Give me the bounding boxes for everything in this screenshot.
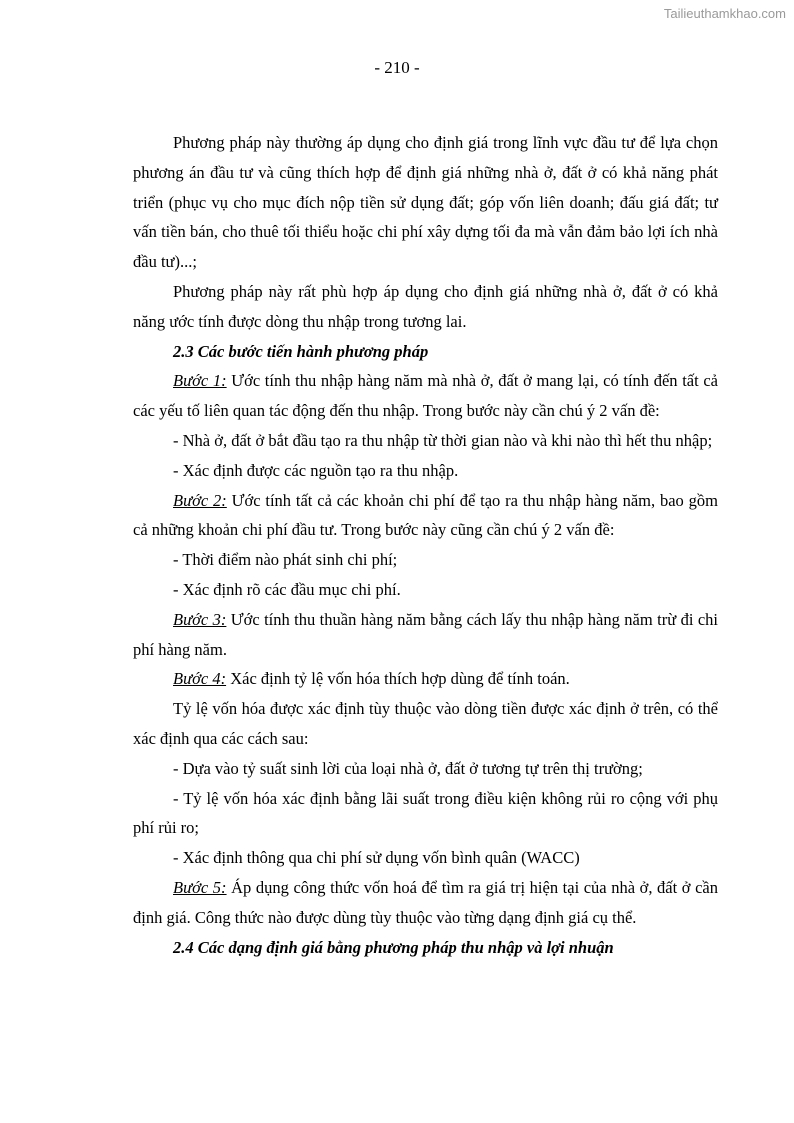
step-1-label: Bước 1: xyxy=(173,371,227,391)
document-body xyxy=(133,128,718,962)
rate-item-2: - Tỷ lệ vốn hóa xác định bằng lãi suất trong điều kiện không rủi ro cộng với phụ phí rủi ro; xyxy=(133,788,718,838)
section-heading-2-3: 2.3 Các bước tiến hành phương pháp xyxy=(173,341,429,361)
step-5 xyxy=(133,873,718,933)
step-3 xyxy=(133,605,718,665)
rate-item-1: - Dựa vào tỷ suất sinh lời của loại nhà ở, đất ở tương tự trên thị trường; xyxy=(173,758,643,778)
step-2-item-1: - Thời điểm nào phát sinh chi phí; xyxy=(173,550,398,570)
step-2-label: Bước 2: xyxy=(173,490,227,510)
rate-item-3: - Xác định thông qua chi phí sử dụng vốn bình quân (WACC) xyxy=(173,848,580,868)
step-3-text: Ước tính thu thuần hàng năm bằng cách lấy thu nhập hàng năm trừ đi chi phí hàng năm. xyxy=(133,609,718,659)
step-2-text: Ước tính tất cả các khoản chi phí để tạo ra thu nhập hàng năm, bao gồm cả những khoản chi phí đầu tư. Trong bước này cũng cần chú ý 2 vấn đề: xyxy=(133,490,718,540)
step-4 xyxy=(133,664,718,694)
paragraph-method-usage: Phương pháp này thường áp dụng cho định giá trong lĩnh vực đầu tư để lựa chọn phương án đầu tư và cũng thích hợp để định giá những nhà ở, đất ở có khả năng phát triển (phục vụ cho mục đích nộp tiền sử dụng đất; góp vốn liên doanh; đấu giá đất; tư vấn tiền bán, cho thuê tối thiểu hoặc chi phí xây dựng tối đa mà vẫn đảm bảo lợi ích nhà đầu tư)...; xyxy=(133,133,718,272)
step-2-item-2: - Xác định rõ các đầu mục chi phí. xyxy=(173,579,401,599)
step-1-text: Ước tính thu nhập hàng năm mà nhà ở, đất ở mang lại, có tính đến tất cả các yếu tố liên quan tác động đến thu nhập. Trong bước này cần chú ý 2 vấn đề: xyxy=(133,371,718,421)
step-5-text: Áp dụng công thức vốn hoá để tìm ra giá trị hiện tại của nhà ở, đất ở cần định giá. Công thức nào được dùng tùy thuộc vào từng dạng định giá cụ thể. xyxy=(133,877,718,927)
watermark: Tailieuthamkhao.com xyxy=(663,6,786,21)
step-1 xyxy=(133,366,718,426)
step-4-label: Bước 4: xyxy=(173,669,227,689)
paragraph-method-suitability: Phương pháp này rất phù hợp áp dụng cho định giá những nhà ở, đất ở có khả năng ước tính được dòng thu nhập trong tương lai. xyxy=(133,281,718,331)
page-number: - 210 - xyxy=(374,58,420,77)
rate-intro: Tỷ lệ vốn hóa được xác định tùy thuộc vào dòng tiền được xác định ở trên, có thể xác định qua các cách sau: xyxy=(133,699,718,748)
step-1-item-2: - Xác định được các nguồn tạo ra thu nhập. xyxy=(173,460,459,480)
step-4-text: Xác định tỷ lệ vốn hóa thích hợp dùng để tính toán. xyxy=(226,669,570,689)
step-3-label: Bước 3: xyxy=(173,609,227,629)
step-2 xyxy=(133,486,718,546)
section-heading-2-4: 2.4 Các dạng định giá bằng phương pháp thu nhập và lợi nhuận xyxy=(173,937,614,957)
step-1-item-1: - Nhà ở, đất ở bắt đầu tạo ra thu nhập từ thời gian nào và khi nào thì hết thu nhập; xyxy=(173,430,713,450)
step-5-label: Bước 5: xyxy=(173,877,227,897)
